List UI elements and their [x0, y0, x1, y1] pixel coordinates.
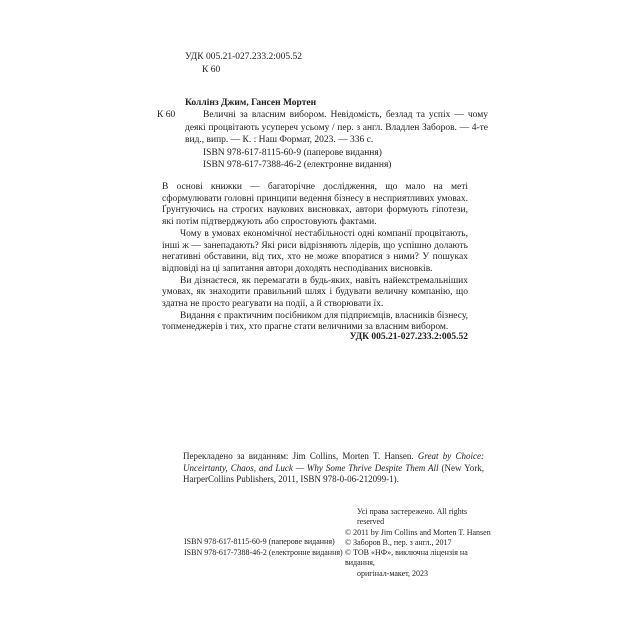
- imprint-isbn-column: [184, 536, 343, 558]
- annotation-paragraph: Ви дізнаєтеся, як перемагати в будь-яких, навіть найекстремальніших умовах, як знаходити правильний шлях і будувати величну компанію, що здатна не просто реагувати на події, а й створювати їх.: [162, 275, 468, 310]
- copyright-translator-line: © Заборов В., пер. з англ., 2017: [345, 537, 452, 547]
- isbn-print-line: ISBN 978-617-8115-60-9 (паперове видання): [203, 147, 382, 158]
- annotation-paragraph: Чому в умовах економічної нестабільності одні компанії процвітають, інші ж — занепадають? Які риси відрізняють лідерів, що успішно долають негативні обставини, від тих, хто не може впоратися з ними? У пошуках відповіді на ці запитання автори доходять несподіваних висновків.: [162, 228, 468, 274]
- udc-block: [185, 51, 302, 77]
- catalog-entry: [157, 109, 488, 171]
- source-edition-title: Great by Choice: Unceirtanty, Chaos, and Luck — Why Some Thrive Despite Them All: [183, 451, 484, 473]
- copyright-publisher-line-continuation: оригінал-макет, 2023: [357, 568, 429, 578]
- source-edition-suffix: (New York, HarperCollins Publishers, 2011, ISBN 978-0-06-212099-1).: [183, 462, 484, 485]
- annotation-paragraph: Видання є практичним посібником для підприємців, власників бізнесу, топменеджерів і тих, хто прагне стати величними за власним вибором.: [162, 310, 468, 333]
- annotation-block: [162, 182, 468, 334]
- annotation-paragraph: В основі книжки — багаторічне дослідження, що мало на меті сформулювати головні принципи ведення бізнесу в несприятливих умовах. Ґрунтуючись на строгих наукових висновках, автори формують гіпотези, які потім підтверджують або спростовують фактами.: [162, 182, 468, 228]
- copyright-original-line: © 2011 by Jim Collins and Morten T. Hansen: [345, 527, 491, 537]
- udc-code-top: УДК 005.21-027.233.2:005.52: [185, 52, 303, 62]
- source-edition-note: [183, 451, 484, 486]
- imprint-isbn-electronic: ISBN 978-617-7388-46-2 (електронне видання): [184, 548, 343, 557]
- catalog-index: К 60: [157, 110, 176, 121]
- imprint-isbn-print: ISBN 978-617-8115-60-9 (паперове видання): [184, 537, 335, 546]
- imprint-rights-column: [345, 507, 495, 579]
- source-edition-prefix: Перекладено за виданням: Jim Collins, Morten T. Hansen.: [183, 451, 418, 461]
- rights-reserved-line: Усі права застережено. All rights reserved: [357, 507, 468, 527]
- udc-code-footer: УДК 005.21-027.233.2:005.52: [349, 332, 468, 342]
- bibliographic-description: Величні за власним вибором. Невідомість, безлад та успіх — чому деякі процвітають усупереч усьому / пер. з англ. Владлен Заборов. — 4-те вид., випр. — К. : Наш Формат, 2023. — 336 с.: [185, 110, 488, 146]
- isbn-electronic-line: ISBN 978-617-7388-46-2 (електронне видання): [203, 160, 392, 171]
- copyright-publisher-line: © ТОВ «НФ», виключна ліцензія на видання,: [345, 548, 468, 568]
- author-index-top: К 60: [202, 65, 221, 75]
- authors-line: Коллінз Джим, Гансен Мортен: [185, 98, 317, 108]
- catalog-card: [157, 97, 488, 171]
